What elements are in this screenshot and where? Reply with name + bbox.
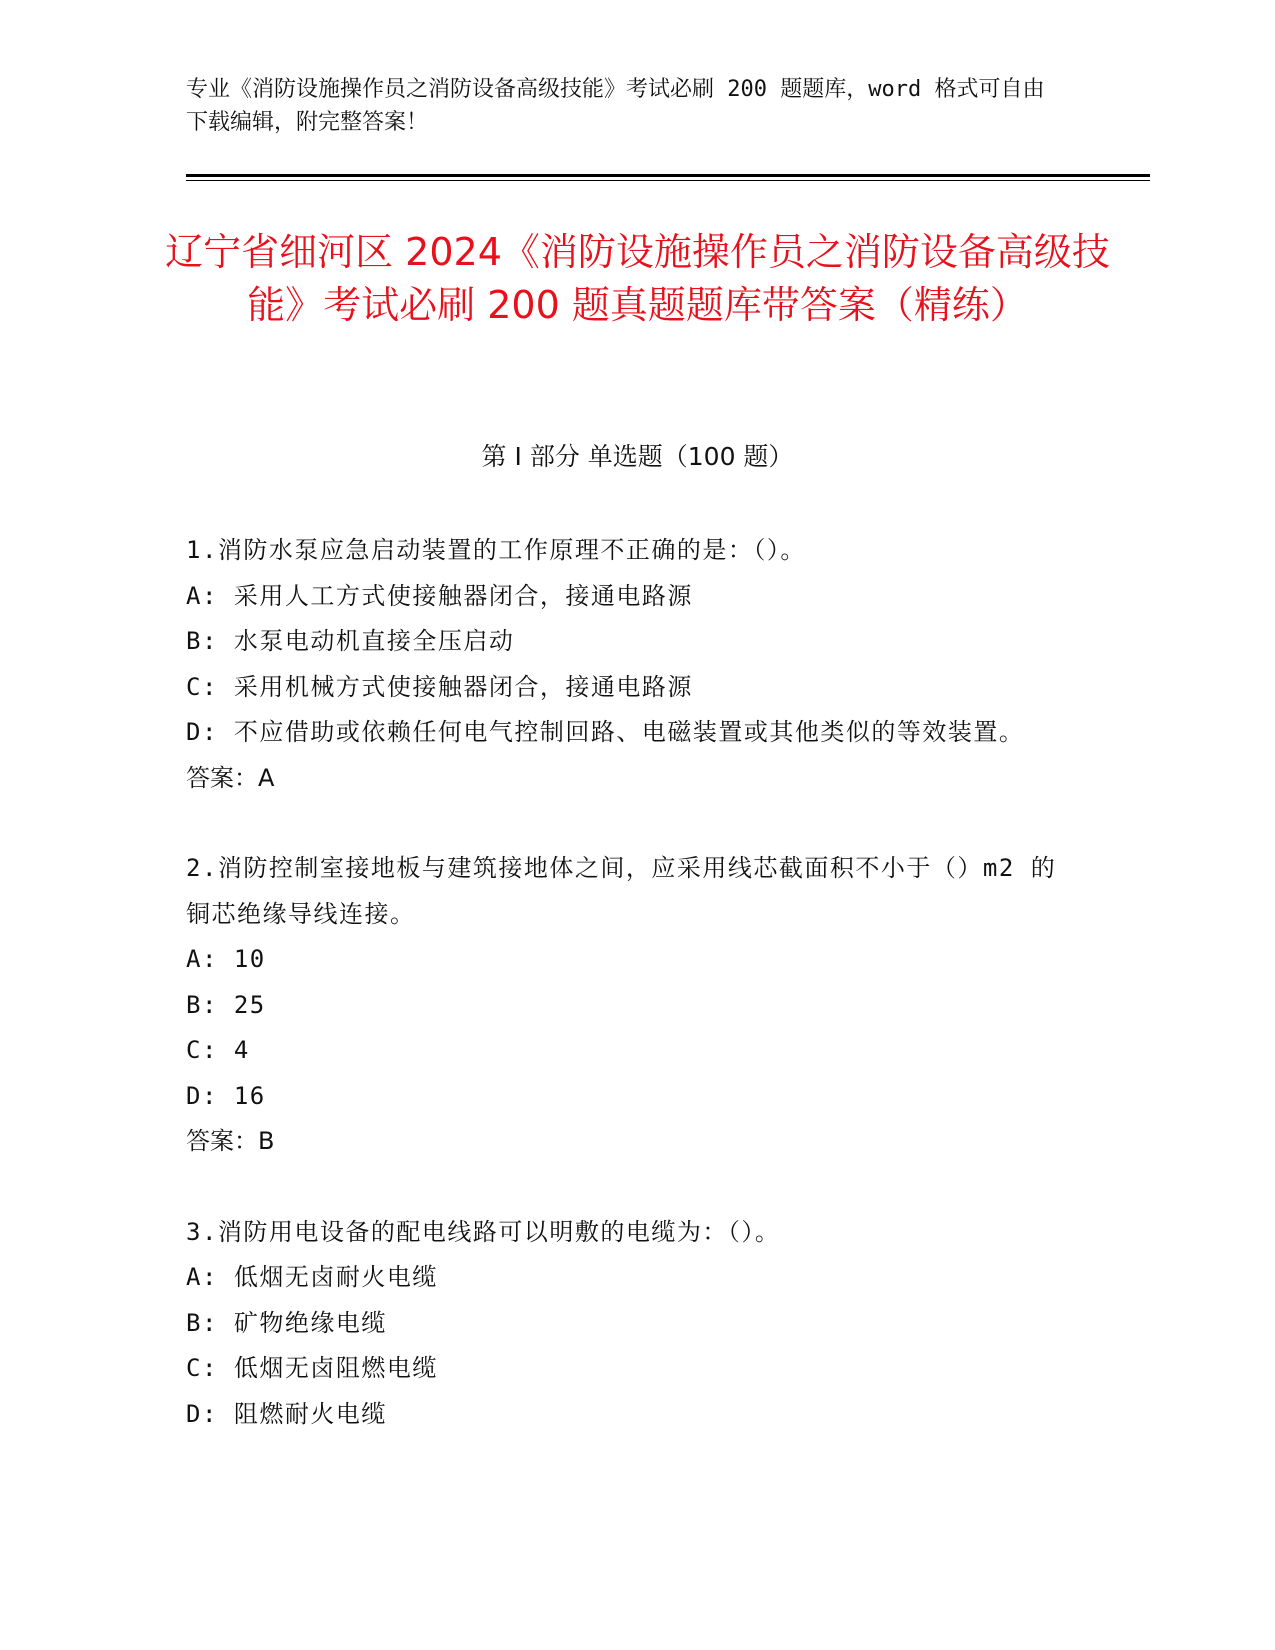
option-c: C: 采用机械方式使接触器闭合，接通电路源	[186, 672, 693, 701]
option-a: A: 采用人工方式使接触器闭合，接通电路源	[186, 581, 693, 610]
option-c: C: 低烟无卤阻燃电缆	[186, 1354, 438, 1382]
header-note: 专业《消防设施操作员之消防设备高级技能》考试必刷 200 题题库，word 格式可自由下载编辑，附完整答案！	[186, 77, 1045, 135]
header-divider-thick	[186, 174, 1150, 177]
answer: 答案：A	[186, 763, 275, 792]
question-1	[186, 528, 1066, 801]
option-d: D: 阻燃耐火电缆	[186, 1399, 387, 1428]
option-b: B: 水泵电动机直接全压启动	[186, 627, 515, 655]
option-d: D: 16	[186, 1081, 266, 1110]
option-b: B: 25	[186, 990, 266, 1019]
question-stem: 2.消防控制室接地板与建筑接地体之间，应采用线芯截面积不小于（）m2 的铜芯绝缘导线连接。	[186, 854, 1057, 928]
question-stem: 1.消防水泵应急启动装置的工作原理不正确的是：（）。	[186, 536, 806, 564]
header-divider-thin	[186, 180, 1150, 181]
question-3	[186, 1210, 1066, 1438]
option-a: A: 低烟无卤耐火电缆	[186, 1263, 438, 1291]
option-d: D: 不应借助或依赖任何电气控制回路、电磁装置或其他类似的等效装置。	[186, 718, 1025, 746]
section-title: 第 I 部分 单选题（100 题）	[481, 442, 794, 471]
option-b: B: 矿物绝缘电缆	[186, 1308, 387, 1337]
question-stem: 3.消防用电设备的配电线路可以明敷的电缆为：（）。	[186, 1217, 781, 1246]
answer: 答案：B	[186, 1127, 275, 1155]
option-a: A: 10	[186, 945, 266, 973]
question-list	[186, 528, 1066, 1482]
option-c: C: 4	[186, 1036, 250, 1064]
document-title: 辽宁省细河区 2024《消防设施操作员之消防设备高级技能》考试必刷 200 题真题题库带答案（精练）	[165, 230, 1110, 327]
question-2	[186, 846, 1066, 1165]
